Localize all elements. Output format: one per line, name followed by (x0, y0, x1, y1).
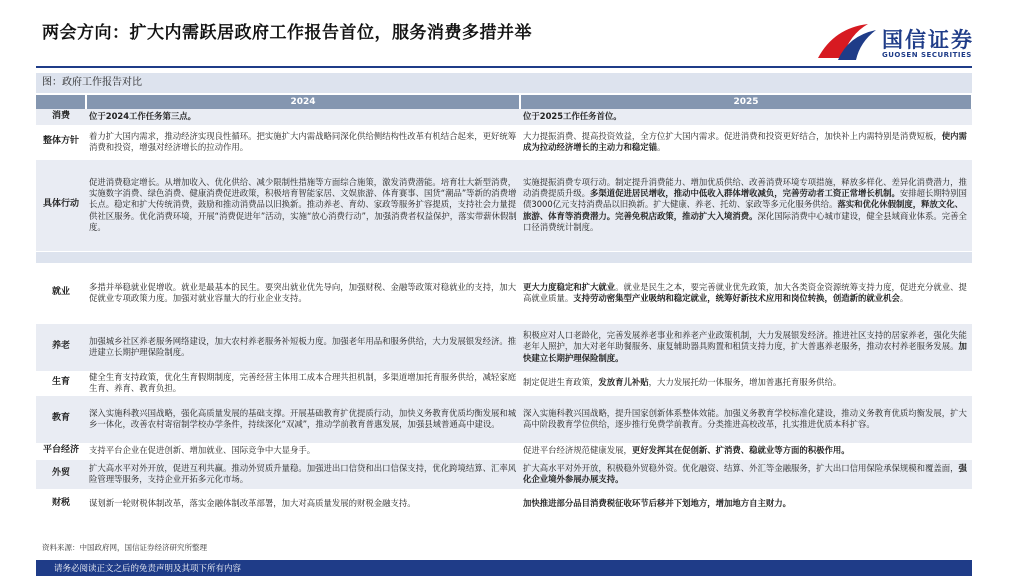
cell-2024 (86, 323, 520, 371)
table-header-row (36, 95, 972, 109)
row-label: 生育 (36, 371, 86, 395)
cell-text-segment: 实施提振消费专项行动。制定提升消费能力、增加优质供给、改善消费环境专项措施，释放多样化、差异化消费潜力，推动消费提质升级。 (523, 176, 967, 199)
cell-text-segment: 落实和优化休假制度，释放文化、旅游、体育等消费潜力。完善免税店政策，推动扩大入境消费。 (523, 199, 964, 221)
cell-2025 (520, 395, 972, 443)
cell-2025 (520, 323, 972, 371)
cell-text-segment: 健全生育支持政策，优化生育假期制度，完善经营主体用工成本合理共担机制，多渠道增加托育服务供给，减轻家庭生育、养育、教育负担。 (89, 371, 517, 393)
company-logo (816, 20, 976, 66)
table-row (36, 159, 972, 251)
cell-text-segment: 位于2024工作任务第三点。 (89, 111, 197, 122)
footer-disclaimer: 请务必阅读正文之后的免责声明及其项下所有内容 (54, 564, 242, 574)
footer-bar (36, 560, 972, 576)
page-title: 两会方向：扩大内需跃居政府工作报告首位，服务消费多措并举 (42, 23, 532, 43)
row-label: 教育 (36, 395, 86, 443)
cell-text-segment: 。 (657, 142, 666, 152)
comparison-table (36, 95, 973, 520)
cell-text-segment: 积极应对人口老龄化，完善发展养老事业和养老产业政策机制，大力发展银发经济。推进社区支持的居家养老，强化失能老年人照护，加大对老年助餐服务、康复辅助器具购置和租赁支持力度，扩大普惠养老服务，推动农村养老服务发展。 (523, 330, 967, 352)
cell-text-segment: 更好发挥其在促创新、扩消费、稳就业等方面的积极作用。 (631, 445, 850, 456)
cell-text-segment: 着力扩大国内需求，推动经济实现良性循环。把实施扩大内需战略同深化供给侧结构性改革有机结合起来，更好统筹消费和投资，增强对经济增长的拉动作用。 (89, 130, 517, 152)
header-2024: 2024 (86, 95, 520, 109)
spacer-cell (520, 251, 972, 263)
source-note: 资料来源：中国政府网，国信证券经济研究所整理 (42, 543, 207, 552)
cell-2024 (86, 371, 520, 395)
cell-text-segment: 。就业是民生之本，要完善就业优先政策，加大各类资金资源统筹支持力度，促进充分就业、提高就业质量。 (523, 281, 967, 303)
spacer-cell (36, 251, 86, 263)
cell-2025 (520, 459, 972, 489)
cell-text-segment: 使内需成为拉动经济增长的主动力和稳定锚 (523, 130, 967, 152)
cell-text-segment: 大力提振消费、提高投资效益，全方位扩大国内需求。促进消费和投资更好结合，加快补上内需特别是消费短板， (523, 130, 942, 141)
cell-2025 (520, 443, 972, 459)
spacer-cell (86, 251, 520, 263)
cell-text-segment: 深入实施科教兴国战略，提升国家创新体系整体效能。加强义务教育学校标准化建设，推动义务教育优质均衡发展，扩大高中阶段教育学位供给，逐步推行免费学前教育。分类推进高校改革，扎实推进优质本科扩容。 (523, 407, 967, 429)
cell-text-segment: 强化企业境外参展办展支持。 (523, 462, 967, 484)
row-label: 财税 (36, 489, 86, 519)
cell-text-segment: 谋划新一轮财税体制改革，落实金融体制改革部署，加大对高质量发展的财税金融支持。 (89, 498, 416, 509)
cell-text-segment: 支持劳动密集型产业吸纳和稳定就业，统筹好新技术应用和岗位转换，创造新的就业机会 (573, 293, 900, 303)
cell-2024 (86, 125, 520, 159)
cell-text-segment: 促进平台经济规范健康发展， (523, 445, 632, 456)
row-label: 就业 (36, 263, 86, 323)
table-row (36, 489, 972, 519)
cell-2025 (520, 125, 972, 159)
table-row (36, 371, 972, 395)
cell-text-segment: 加强城乡社区养老服务网络建设，加大农村养老服务补短板力度。加强老年用品和服务供给，大力发展银发经济。推进建立长期护理保险制度。 (89, 335, 517, 357)
cell-2024 (86, 459, 520, 489)
cell-2025 (520, 371, 972, 395)
guosen-logo-icon (816, 20, 878, 62)
cell-2025 (520, 263, 972, 323)
row-label: 消费 (36, 109, 86, 125)
table-row (36, 323, 972, 371)
row-label: 具体行动 (36, 159, 86, 251)
row-label: 外贸 (36, 459, 86, 489)
cell-text-segment: 扩大高水平对外开放，促进互利共赢。推动外贸质升量稳。加强进出口信贷和出口信保支持，优化跨境结算、汇率风险管理等服务，支持企业开拓多元化市场。 (89, 462, 517, 484)
cell-2024 (86, 395, 520, 443)
logo-chinese-name: 国信证券 (882, 28, 974, 52)
cell-text-segment: 安排超长期特别国债3000亿元支持消费品以旧换新。扩大健康、养老、托幼、家政等多元化服务供给。 (523, 188, 967, 210)
cell-text-segment: 制定促进生育政策， (523, 377, 599, 388)
cell-text-segment: 深入实施科教兴国战略，强化高质量发展的基础支撑。开展基础教育扩优提质行动，加快义务教育优质均衡发展和城乡一体化，改善农村寄宿制学校办学条件，持续深化“双减”，推动学前教育普惠发展，加强县域普通高中建设。 (89, 407, 517, 429)
cell-text-segment: 深化国际消费中心城市建设，健全县域商业体系。完善全口径消费统计制度。 (523, 210, 967, 232)
cell-2025 (520, 109, 972, 125)
row-label: 平台经济 (36, 443, 86, 459)
row-label: 养老 (36, 323, 86, 371)
table-row (36, 125, 972, 159)
cell-text-segment: 加快推进部分品目消费税征收环节后移并下划地方，增加地方自主财力。 (523, 498, 791, 509)
cell-text-segment: ，大力发展托幼一体服务，增加普惠托育服务供给。 (648, 377, 842, 388)
cell-2024 (86, 109, 520, 125)
cell-text-segment: 。 (899, 293, 909, 303)
cell-2024 (86, 263, 520, 323)
spacer-row (36, 251, 972, 263)
table-body (36, 109, 972, 519)
figure-label: 图：政府工作报告对比 (36, 73, 972, 93)
cell-text-segment: 多措并举稳就业促增收。就业是最基本的民生。要突出就业优先导向，加强财税、金融等政策对稳就业的支持，加大促就业专项政策力度。加强对就业容量大的行业企业支持。 (89, 281, 517, 303)
cell-2024 (86, 489, 520, 519)
cell-2024 (86, 443, 520, 459)
table-row (36, 395, 972, 443)
cell-text-segment: 加快建立长期护理保险制度。 (523, 341, 967, 363)
cell-2024 (86, 159, 520, 251)
table-row (36, 263, 972, 323)
cell-2025 (520, 489, 972, 519)
header-2025: 2025 (520, 95, 972, 109)
cell-text-segment: 发放育儿补贴 (598, 377, 649, 388)
row-label: 整体方针 (36, 125, 86, 159)
cell-text-segment: 位于2025工作任务首位。 (523, 111, 622, 122)
cell-text-segment: 扩大高水平对外开放，积极稳外贸稳外资。优化融资、结算、外汇等金融服务，扩大出口信用保险承保规模和覆盖面， (523, 462, 959, 473)
header-label-col (36, 95, 86, 109)
cell-2025 (520, 159, 972, 251)
cell-text-segment: 多渠道促进居民增收，推动中低收入群体增收减负，完善劳动者工资正常增长机制。 (590, 188, 900, 199)
header-rule (36, 66, 972, 68)
cell-text-segment: 更大力度稳定和扩大就业 (523, 281, 616, 292)
table-row (36, 443, 972, 459)
logo-english-name: GUOSEN SECURITIES (882, 51, 972, 59)
table-row (36, 109, 972, 125)
cell-text-segment: 促进消费稳定增长。从增加收入、优化供给、减少限制性措施等方面综合施策，激发消费潜能。培育壮大新型消费，实施数字消费、绿色消费、健康消费促进政策，积极培育智能家居、文娱旅游、体育赛事、国货“潮品”等新的消费增长点。稳定和扩大传统消费，鼓励和推动消费品以旧换新。推动养老、育幼、家政等服务扩容提质，支持社会力量提供社区服务。优化消费环境，开展“消费促进年”活动，实施“放心消费行动”，加强消费者权益保护，落实带薪休假制度。 (89, 176, 517, 232)
cell-text-segment: 支持平台企业在促进创新、增加就业、国际竞争中大显身手。 (89, 445, 316, 456)
table-row (36, 459, 972, 489)
